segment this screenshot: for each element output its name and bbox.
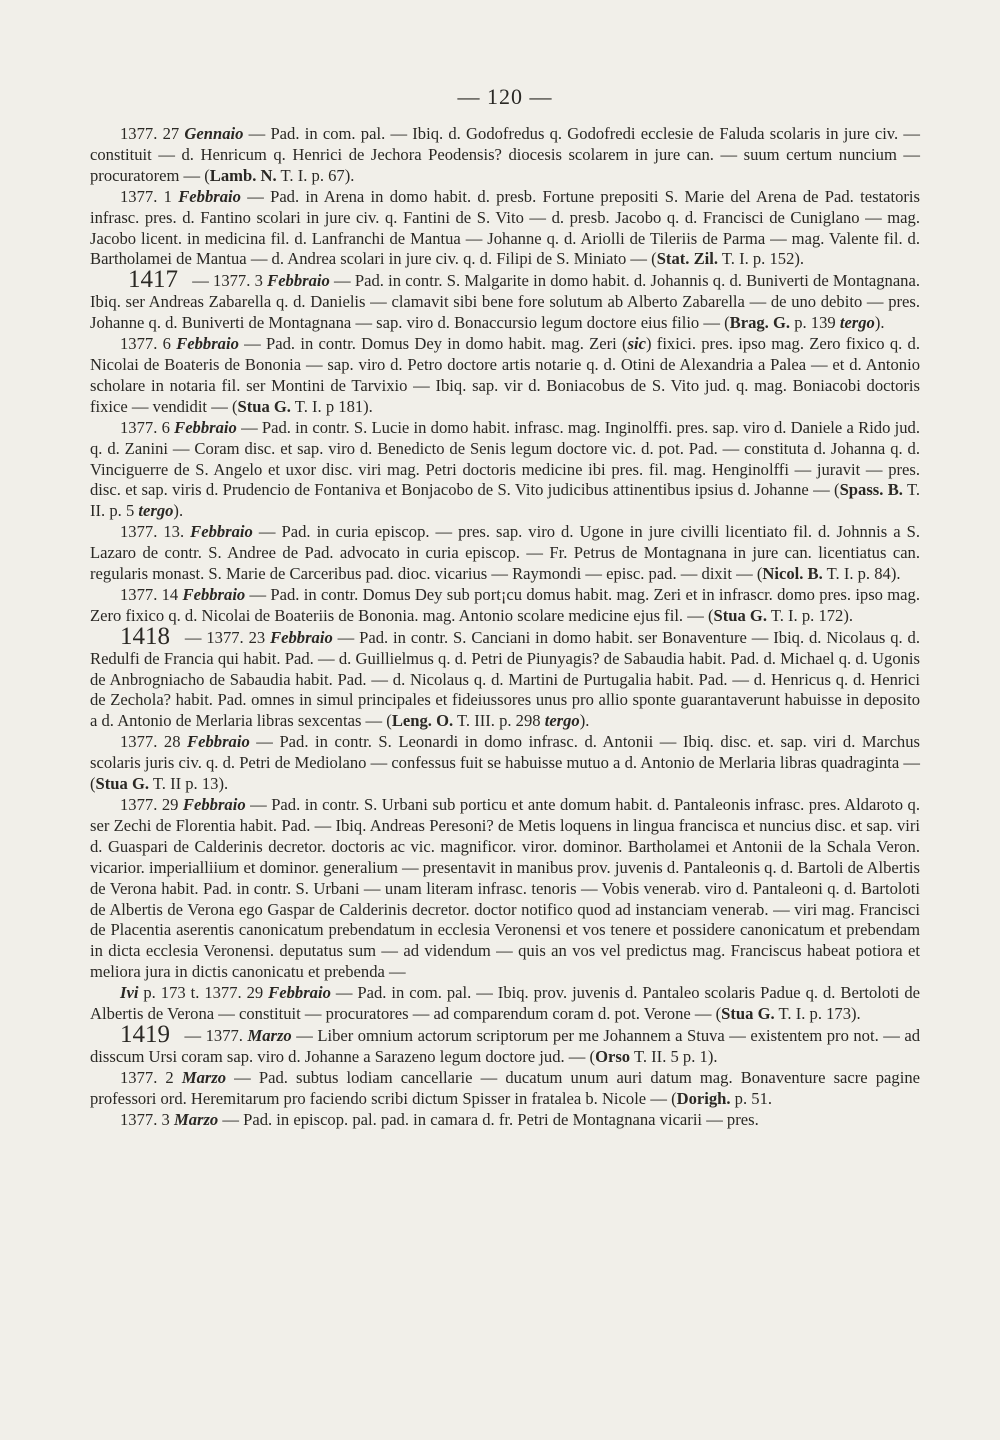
entry-paragraph: 1377. 3 Marzo — Pad. in episcop. pal. pad. in camara d. fr. Petri de Montagnana vicarii — pres. xyxy=(120,1109,759,1129)
entry-paragraph: 1377. 27 Gennaio — Pad. in com. pal. — Ibiq. d. Godofredus q. Godofredi ecclesie de Faluda scolaris in jure civ. — constituit — d. Henricum q. Henrici de Jechora Peodensis? diocesis scolarem in jure can. — suum certum nuncium — procuratorem — (Lamb. N. T. I. p. 67). xyxy=(90,124,920,185)
entry-paragraph: 1377. 1 Febbraio — Pad. in Arena in domo habit. d. presb. Fortune prepositi S. Marie del Arena de Pad. testatoris infrasc. pres. d. Fantino scolari in jure civ. q. Fantini de S. Vito — d. presb. Jacobo q. d. Francisci de Cuniglano — mag. Jacobo licent. in medicina fil. d. Lanfranchi de Mantua — Johanne q. d. Ariolli de Tileriis de Parma — mag. Valente fil. d. Bartholamei de Mantua — d. Andrea scolari in jure civ. q. d. Filipi de S. Miniato — (Stat. Zil. T. I. p. 152). xyxy=(90,186,921,269)
entry-paragraph: 1377. 29 Febbraio — Pad. in contr. S. Urbani sub porticu et ante domum habit. d. Pantaleonis infrasc. pres. Aldaroto q. ser Zechi de Florentia habit. Pad. — Ibiq. Andreas Peresoni? de Metis loquens in lingua francisca et nuncius disc. et sap. viri d. Guaspari de Calderinis decretor. doctoris ac vic. magnificor. viror. dominor. Bartholamei et Antonii de la Schala Veron. vicarior. imperialliium et dominor. generalium — presentavit in manibus prov. juvenis d. Pantaleonis q. d. Bartoli de Albertis de Verona habit. Pad. in contr. S. Urbani — unam literam infrasc. tenoris — Vobis venerab. viro d. Pantaleoni q. d. Bartoloti de Albertis de Verona ego Gaspar de Calderinis decretor. doctor notifico quod ad instanciam venerab. — viri mag. Francisci de Placentia aserentis canonicatum prebendatum in ecclesia Veronensi et vos tenere et possidere canonicatum et prebendam in dicta ecclesia Veronensi. deputatus sum — ad videndum — quis an vos vel predictus mag. Franciscus habeat potiora et meliora jura in dictis canonicatu et prebenda — xyxy=(90,795,921,982)
entry-paragraph: 1377. 6 Febbraio — Pad. in contr. Domus Dey in domo habit. mag. Zeri (sic) fixici. pres. ipso mag. Zero fixico q. d. Nicolai de Boateris de Bononia — sap. viro d. Petro doctore artis notarie q. d. Otini de Alexandria a Palea — et d. Antonio scholare in notaria fil. ser Montini de Tarvixio — Ibiq. sap. vir d. Boniacobus de S. Vito jud. q. mag. Boniacobi doctoris fixice — vendidit — (Stua G. T. I. p 181). xyxy=(90,334,920,416)
entry-paragraph: 1377. 6 Febbraio — Pad. in contr. S. Lucie in domo habit. infrasc. mag. Inginolffi. pres. sap. viro d. Daniele a Rido jud. q. d. Zanini — Coram disc. et sap. viro d. Benedicto de Senis legum doctore vic. d. pot. Pad. — constituta d. Johanna q. d. Vinciguerre de S. Angelo et uxor disc. viri mag. Petri doctoris medicine ibi pres. fil. mag. Henginolffi — juravit — pres. disc. et sap. viris d. Prudencio de Fontaniva et Bonjacobo de S. Vito judicibus attinentibus ipsius d. Johanne — (Spass. B. T. II. p. 5 tergo). xyxy=(90,417,920,521)
document-body xyxy=(90,124,920,1131)
page-number: — 120 — xyxy=(457,84,553,109)
entry-paragraph: 1377. 14 Febbraio — Pad. in contr. Domus Dey sub port¡cu domus habit. mag. Zeri et in infrascr. domo pres. ipso mag. Zero fixico q. d. Nicolai de Boateriis de Bononia. mag. Antonio scolare medicine ejus fil. — (Stua G. T. I. p. 172). xyxy=(90,584,920,625)
entry-paragraph: Ivi p. 173 t. 1377. 29 Febbraio — Pad. in com. pal. — Ibiq. prov. juvenis d. Pantaleo scolaris Padue q. d. Bertoloti de Albertis de Verona — constituit — procuratores — ad comparendum coram d. pot. Verone — (Stua G. T. I. p. 173). xyxy=(90,983,920,1024)
entry-paragraph: 1417 — 1377. 3 Febbraio — Pad. in contr. S. Malgarite in domo habit. d. Johannis q. d. Buniverti de Montagnana. Ibiq. ser Andreas Zabarella q. d. Danielis — clamavit sibi bene fore solutum ab Alberto Zabarella — de uno debito — pres. Johanne q. d. Buniverti de Montagnana — sap. viro d. Bonaccursio legum doctore eius filio — (Brag. G. p. 139 tergo). xyxy=(90,266,920,333)
entry-paragraph: 1418 — 1377. 23 Febbraio — Pad. in contr. S. Canciani in domo habit. ser Bonaventure — Ibiq. d. Nicolaus q. d. Redulfi de Francia qui habit. Pad. — d. Guillielmus q. d. Petri de Piunyagis? de Sabaudia habit. Pad. d. Michael q. d. Ugonis de Anbrogniacho de Sabaudia habit. Pad. — d. Nicolaus q. d. Martini de Purtugalia habit. Pad. — d. Henricus q. d. Henrici de Zechola? habit. Pad. omnes in simul principales et fideiussores unus pro allio sponte guarantaverunt habuisse in deposito a d. Antonio de Merlaria libras sexcentas — (Leng. O. T. III. p. 298 tergo). xyxy=(90,622,920,731)
entry-paragraph: 1377. 13. Febbraio — Pad. in curia episcop. — pres. sap. viro d. Ugone in jure civilli licentiato fil. d. Johnnis a S. Lazaro de contr. S. Andree de Pad. advocato in curia episcop. — Fr. Petrus de Montagnana in jure can. licentiatus can. regularis monast. S. Marie de Carceribus pad. dioc. vicarius — Raymondi — episc. pad. — dixit — (Nicol. B. T. I. p. 84). xyxy=(90,522,920,584)
entry-paragraph: 1377. 2 Marzo — Pad. subtus lodiam cancellarie — ducatum unum auri datum mag. Bonaventure sacre pagine professori ord. Heremitarum pro faciendo scribi dictum Spisser in fratalea b. Nicole — (Dorigh. p. 51. xyxy=(90,1067,920,1108)
entry-paragraph: 1419 — 1377. Marzo — Liber omnium actorum scriptorum per me Johannem a Stuva — existentem pro not. — ad disscum Ursi coram sap. viro d. Johanne a Sarazeno legum doctore jud. — (Orso T. II. 5 p. 1). xyxy=(90,1020,921,1066)
entry-paragraph: 1377. 28 Febbraio — Pad. in contr. S. Leonardi in domo infrasc. d. Antonii — Ibiq. disc. et. sap. viri d. Marchus scolaris juris civ. q. d. Petri de Mediolano — confessus fuit se habuisse mutuo a d. Antonio de Merlaria libras quadraginta — (Stua G. T. II p. 13). xyxy=(90,732,920,794)
